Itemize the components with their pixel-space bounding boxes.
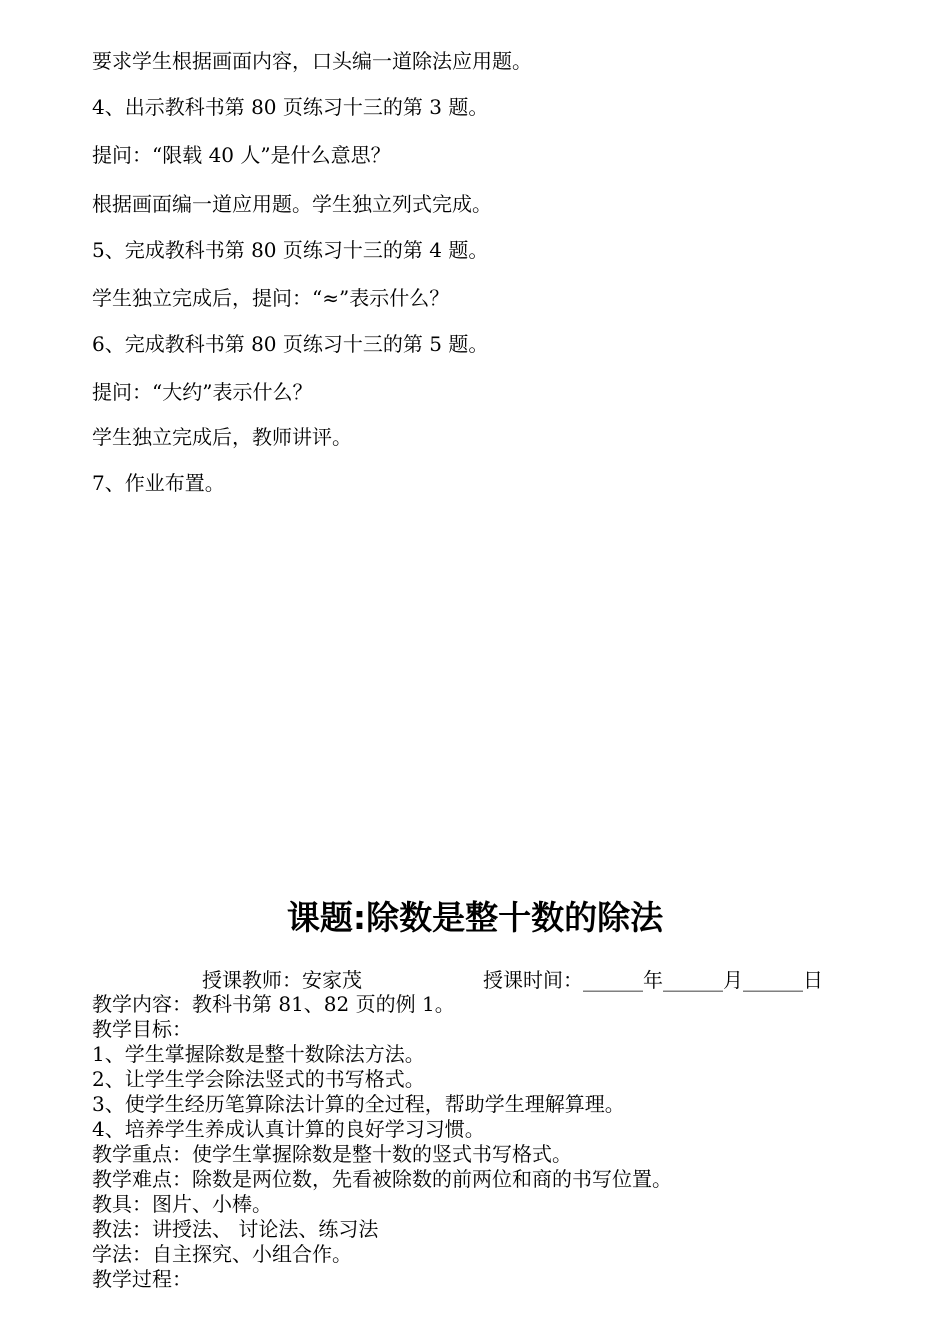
teacher-name: 授课教师：安家茂 [202, 968, 362, 992]
teaching-goals-heading: 教学目标： [92, 1017, 192, 1041]
goal-item-4: 4、培养学生养成认真计算的良好学习习惯。 [92, 1117, 485, 1141]
goal-item-3: 3、使学生经历笔算除法计算的全过程，帮助学生理解算理。 [92, 1092, 625, 1116]
lesson-time: 授课时间：______年______月______日 [483, 968, 823, 992]
teacher-info-row [0, 968, 950, 992]
lesson-title: 课题:除数是整十数的除法 [286, 898, 664, 937]
text-line-2: 4、出示教科书第 80 页练习十三的第 3 题。 [92, 95, 489, 119]
text-line-3: 提问：“限载 40 人”是什么意思？ [92, 143, 391, 167]
goal-item-2: 2、让学生学会除法竖式的书写格式。 [92, 1067, 425, 1091]
text-line-8: 提问：“大约”表示什么？ [92, 380, 313, 404]
teaching-process-heading: 教学过程： [92, 1267, 192, 1291]
text-line-10: 7、作业布置。 [92, 471, 225, 495]
learning-methods: 学法：自主探究、小组合作。 [92, 1242, 352, 1266]
text-line-6: 学生独立完成后，提问：“≈”表示什么？ [92, 286, 450, 310]
text-line-5: 5、完成教科书第 80 页练习十三的第 4 题。 [92, 238, 489, 262]
goal-item-1: 1、学生掌握除数是整十数除法方法。 [92, 1042, 425, 1066]
teaching-key-point: 教学重点：使学生掌握除数是整十数的竖式书写格式。 [92, 1142, 572, 1166]
teaching-content: 教学内容：教科书第 81、82 页的例 1。 [92, 992, 455, 1016]
teaching-aids: 教具：图片、小棒。 [92, 1192, 272, 1216]
text-line-9: 学生独立完成后，教师讲评。 [92, 425, 352, 449]
text-line-1: 要求学生根据画面内容，口头编一道除法应用题。 [92, 49, 532, 73]
lesson-plan [92, 992, 892, 1292]
text-line-4: 根据画面编一道应用题。学生独立列式完成。 [92, 192, 492, 216]
teaching-difficulty: 教学难点：除数是两位数，先看被除数的前两位和商的书写位置。 [92, 1167, 672, 1191]
text-line-7: 6、完成教科书第 80 页练习十三的第 5 题。 [92, 332, 489, 356]
teaching-methods: 教法：讲授法、 讨论法、练习法 [92, 1217, 379, 1241]
